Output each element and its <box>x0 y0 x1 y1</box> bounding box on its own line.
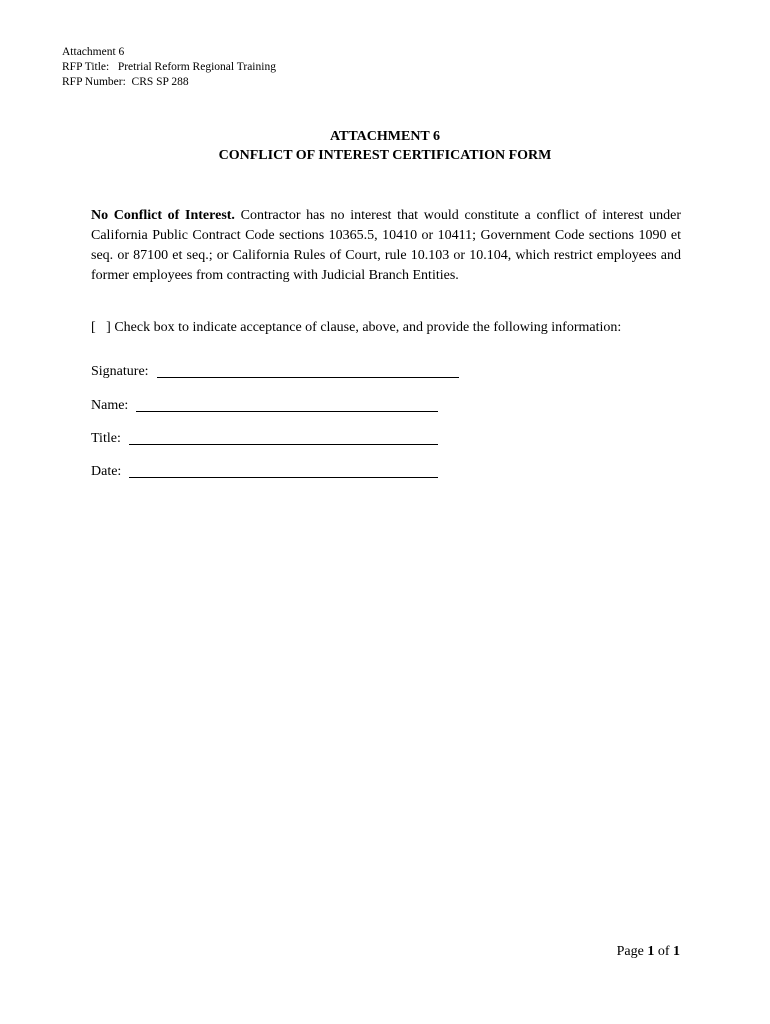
name-label: Name: <box>91 398 129 413</box>
page-current: 1 <box>647 944 655 959</box>
title-field <box>91 429 438 449</box>
name-field <box>91 396 438 416</box>
acceptance-checkbox-line <box>91 318 621 338</box>
conflict-clause <box>91 206 681 286</box>
title-blank[interactable] <box>129 430 438 445</box>
date-field <box>91 462 438 482</box>
document-header <box>62 45 276 90</box>
title-line-2: CONFLICT OF INTEREST CERTIFICATION FORM <box>218 148 552 163</box>
form-title <box>0 127 770 165</box>
rfp-title: RFP Title: Pretrial Reform Regional Training <box>62 61 276 73</box>
title-line-1: ATTACHMENT 6 <box>329 129 441 144</box>
title-label: Title: <box>91 431 121 446</box>
date-label: Date: <box>91 464 122 479</box>
signature-field <box>91 362 459 382</box>
of-word: of <box>654 944 673 959</box>
page-total: 1 <box>673 944 680 959</box>
signature-blank[interactable] <box>157 363 459 378</box>
clause-body: Contractor has no interest that would constitute a conflict of interest under California Public Contract Code sections 10365.5, 10410 or 10411; Government Code sections 1090 et seq. or 87100 et seq.; or California Rules of Court, rule 10.103 or 10.104, which restrict employees and former employees from contracting with Judicial Branch Entities. <box>91 208 681 283</box>
page-number <box>617 942 680 962</box>
acceptance-text: Check box to indicate acceptance of clause, above, and provide the following information: <box>110 320 622 335</box>
acceptance-checkbox[interactable]: [ ] <box>91 320 111 335</box>
clause-heading: No Conflict of Interest. <box>91 208 235 223</box>
signature-label: Signature: <box>91 364 149 379</box>
page-word: Page <box>616 944 648 959</box>
name-blank[interactable] <box>136 397 438 412</box>
attachment-label: Attachment 6 <box>62 46 125 58</box>
date-blank[interactable] <box>129 463 438 478</box>
rfp-number: RFP Number: CRS SP 288 <box>62 76 189 88</box>
